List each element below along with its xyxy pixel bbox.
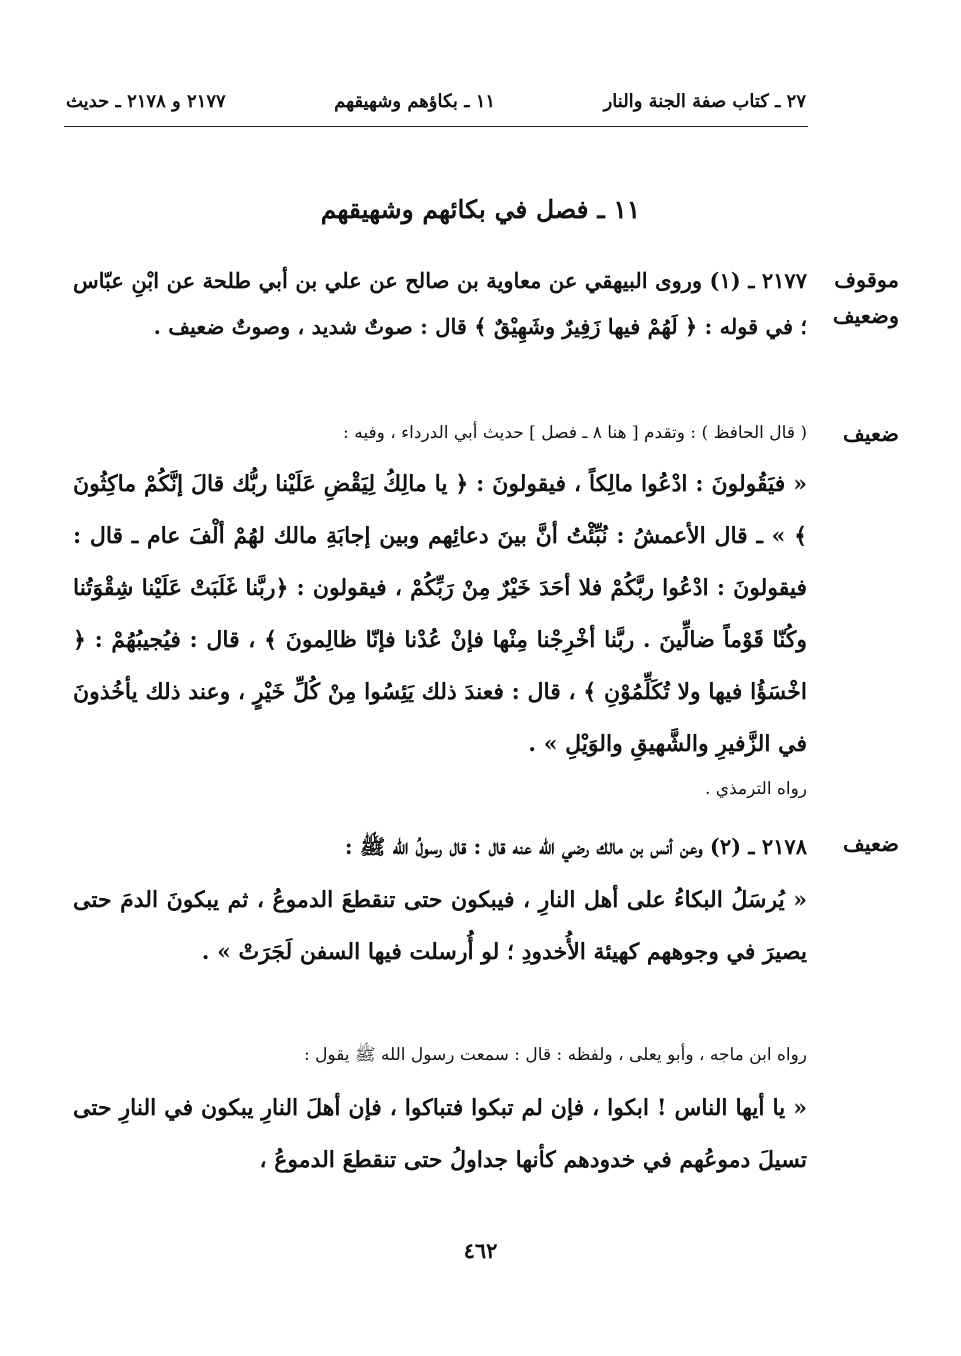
grade-mawquf: موقوف [834, 267, 899, 292]
hafiz-note-grade: ضعيف [842, 421, 899, 446]
hadith-2178-matn: « يُرسَلُ البكاءُ على أهل النارِ ، فيبكون حتى تنقطعَ الدموعُ ، ثم يبكونَ الدمَ حتى يصيرَ في وجوههم كهيئة الأُخدودِ ؛ لو أُرسلت فيها السفن لَجَرَتْ » . [73, 887, 807, 965]
chapter-title: ١١ ـ فصل في بكائهم وشهيقهم [320, 195, 641, 224]
page-number: ٤٦٢ [463, 1238, 498, 1263]
hadith-2178-intro: ٢١٧٨ ـ (٢) وعن أنس بن مالك رضي الله عنه قال : قال رسولُ الله ﷺ : [344, 834, 807, 859]
hadith-2178-source: رواه ابن ماجه ، وأبو يعلى ، ولفظه : قال : سمعت رسول الله ﷺ يقول : [303, 1045, 807, 1065]
running-header [66, 86, 806, 116]
hadith-2178-matn-2: « يا أيها الناس ! ابكوا ، فإن لم تبكوا فتباكوا ، فإن أهلَ النارِ يبكون في النارِ حتى تسيلَ دموعُهم في خدودهم كأنها جداولُ حتى تنقطعَ الدموعُ ، [73, 1095, 807, 1173]
hafiz-note-matn: « فيَقُولونَ : ادْعُوا مالِكاً ، فيقولونَ : ﴿ يا مالِكُ لِيَقْضِ عَلَيْنا ربُّك قالَ إنَّكُمْ ماكِثُونَ ﴾ » ـ قال الأعمشُ : نُبِّئْتُ أنَّ بينَ دعائِهم وبين إجابَةِ مالك لهُمْ ألْفَ عام ـ قال : فيقولونَ : ادْعُوا ربَّكُمْ فلا أحَدَ خَيْرٌ مِنْ رَبِّكُمْ ، فيقولون : ﴿ربَّنا غَلَبَتْ عَلَيْنا شِقْوَتُنا وكُنّا قَوْماً ضالِّينَ . ربَّنا أخْرِجْنا مِنْها فإنْ عُدْنا فإنّا ظالِمونَ ﴾ ، قال : فيُجيبُهُمْ : ﴿ اخْسَؤُا فيها ولا تُكَلِّمُوْنِ ﴾ ، قال : فعندَ ذلك يَئِسُوا مِنْ كُلِّ خَيْرٍ ، وعند ذلك يأخُذونَ في الزَّفيرِ والشَّهيقِ والوَيْلِ » . [73, 471, 807, 757]
hafiz-note-intro: ( قال الحافظ ) : وتقدم [ هنا ٨ ـ فصل ] حديث أبي الدرداء ، وفيه : [343, 423, 807, 443]
header-hadith-range: ٢١٧٧ و ٢١٧٨ ـ حديث [66, 90, 226, 112]
grade-daif: وضعيف [832, 303, 899, 328]
header-rule [64, 126, 808, 127]
hafiz-note-source: رواه الترمذي . [704, 779, 807, 799]
header-chapter-title: ١١ ـ بكاؤهم وشهيقهم [334, 90, 496, 112]
hadith-2178-grade: ضعيف [842, 831, 899, 856]
hadith-2177-grade [809, 262, 899, 334]
hadith-2177-text: ٢١٧٧ ـ (١) وروى البيهقي عن معاوية بن صالح عن علي بن أبي طلحة عن ابْنِ عبّاس ؛ في قوله : ﴿ لَهُمْ فيها زَفِيرٌ وشَهِيْقٌ ﴾ قال : صوتٌ شديد ، وصوتٌ ضعيف . [73, 268, 807, 339]
header-book-title: ٢٧ ـ كتاب صفة الجنة والنار [603, 90, 806, 112]
